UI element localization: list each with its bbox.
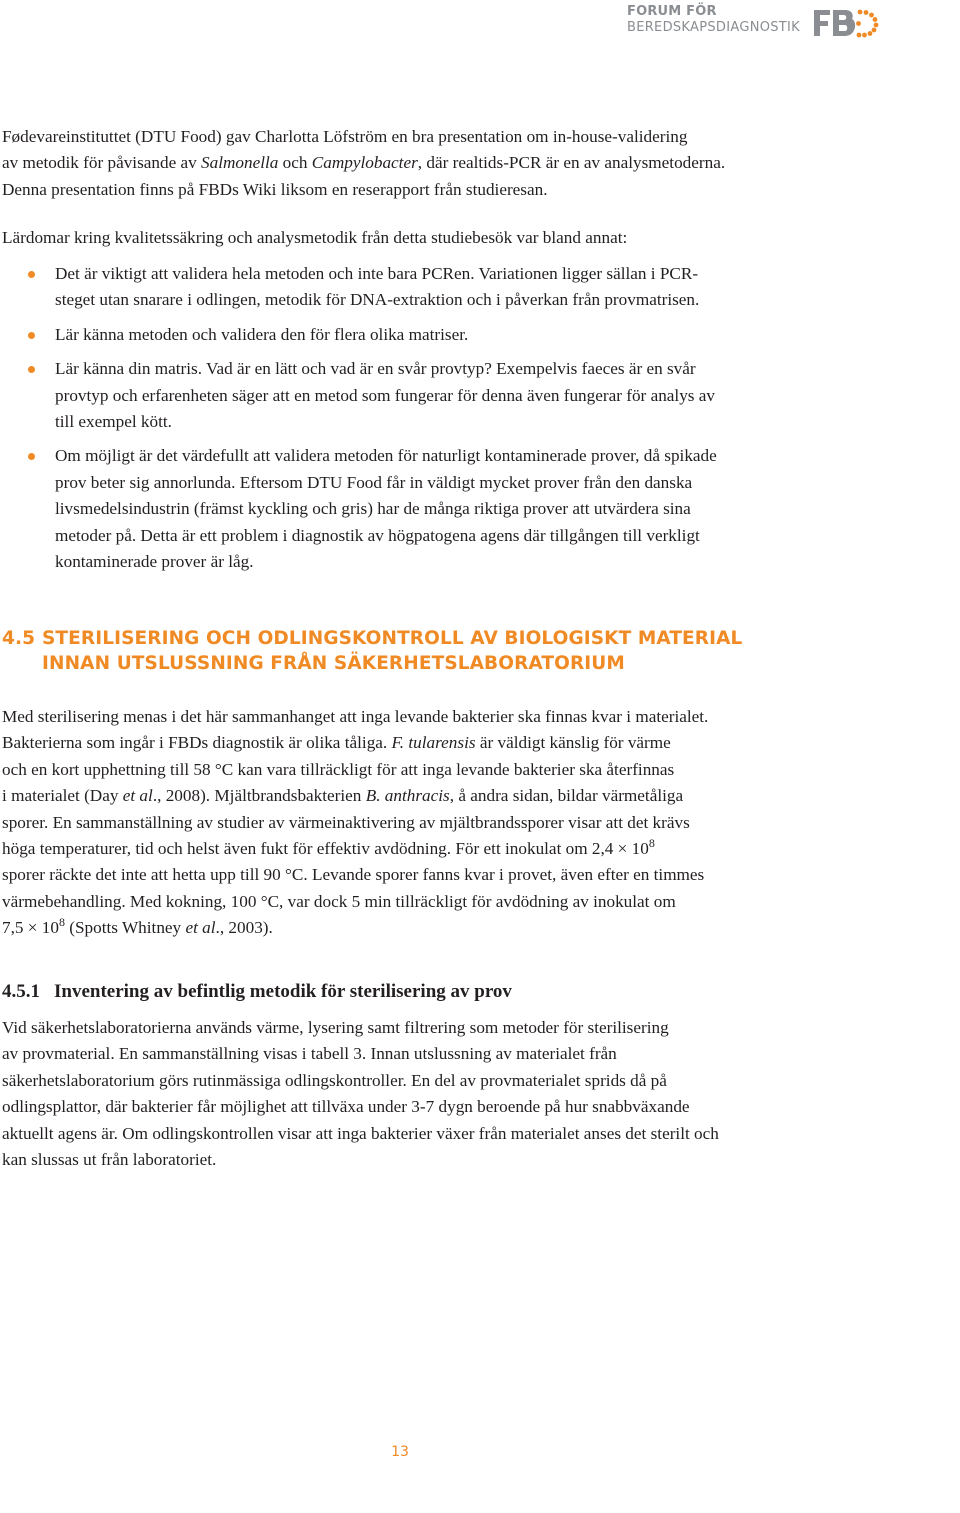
- subsection-title: Inventering av befintlig metodik för sterilisering av prov: [54, 981, 512, 1002]
- lessons-list: [0, 261, 820, 575]
- list-item-line: provtyp och erfarenheten säger att en metod som fungerar för denna även fungerar för analys av: [55, 385, 715, 405]
- brand-name: [627, 4, 800, 36]
- paragraph-line: odlingsplattor, där bakterier får möjlighet att tillväxa under 3-7 dygn beroende på hur snabbväxande: [2, 1097, 690, 1117]
- paragraph-line: värmebehandling. Med kokning, 100 °C, var dock 5 min tillräckligt för avdödning av inokulat om: [2, 891, 676, 911]
- section-paragraph: [2, 704, 822, 942]
- list-item-line: Lär känna din matris. Vad är en lätt och vad är en svår provtyp? Exempelvis faeces är en svår: [55, 359, 696, 379]
- paragraph-line: kan slussas ut från laboratoriet.: [2, 1150, 217, 1170]
- brand-line1: FORUM FÖR: [626, 4, 717, 19]
- paragraph-line: Bakterierna som ingår i FBDs diagnostik är olika tåliga. F. tularensis är väldigt känslig för värme: [2, 733, 671, 753]
- paragraph-line: Med sterilisering menas i det här sammanhanget att inga levande bakterier ska finnas kvar i materialet.: [2, 707, 709, 726]
- intro-line: av metodik för påvisande av Salmonella och Campylobacter, där realtids-PCR är en av analysmetoderna.: [2, 153, 726, 173]
- section-title-line2: INNAN UTSLUSSNING FRÅN SÄKERHETSLABORATORIUM: [42, 653, 625, 674]
- list-item: [0, 443, 820, 575]
- paragraph-line: säkerhetslaboratorium görs rutinmässiga odlingskontroller. En del av provmaterialet sprids då på: [2, 1070, 667, 1090]
- subsection-heading: [2, 978, 512, 1006]
- paragraph-line: sporer. En sammanställning av studier av värmeinaktivering av mjältbrandssporer visar att det krävs: [2, 812, 690, 832]
- list-item-line: Lär känna metoden och validera den för flera olika matriser.: [55, 324, 469, 344]
- list-item-line: prov beter sig annorlunda. Eftersom DTU Food får in väldigt mycket prover från den danska: [55, 472, 693, 492]
- paragraph-line: i materialet (Day et al., 2008). Mjältbrandsbakterien B. anthracis, å andra sidan, bildar värmetåliga: [2, 786, 684, 806]
- paragraph-line: aktuellt agens är. Om odlingskontrollen visar att inga bakterier växer från materialet anses det sterilt och: [2, 1123, 719, 1143]
- lessons-intro: Lärdomar kring kvalitetssäkring och analysmetodik från detta studiebesök var bland annat:: [2, 228, 628, 247]
- header-brand: [626, 2, 960, 42]
- intro-line: Denna presentation finns på FBDs Wiki liksom en reserapport från studieresan.: [2, 179, 548, 199]
- page-number: 13: [391, 1444, 409, 1460]
- list-item: [0, 261, 820, 314]
- intro-line: Fødevareinstituttet (DTU Food) gav Charlotta Löfström en bra presentation om in-house-validering: [2, 127, 688, 146]
- bullet-dot-icon: [28, 453, 35, 460]
- subsection-number: 4.5.1: [2, 981, 40, 1002]
- paragraph-line: Vid säkerhetslaboratorierna används värme, lysering samt filtrering som metoder för sterilisering: [2, 1018, 669, 1037]
- bullet-dot-icon: [28, 366, 35, 373]
- section-heading: [2, 626, 742, 676]
- list-item-line: Om möjligt är det värdefullt att validera metoden för naturligt kontaminerade prover, då spikade: [55, 446, 717, 466]
- list-item-line: steget utan snarare i odlingen, metodik för DNA-extraktion och i påverkan från provmatrisen.: [55, 290, 700, 310]
- brand-line2: BEREDSKAPSDIAGNOSTIK: [626, 20, 800, 35]
- list-item-line: Det är viktigt att validera hela metoden och inte bara PCRen. Variationen ligger sällan i PCR-: [55, 264, 699, 283]
- section-number: 4.5: [2, 628, 36, 649]
- paragraph-line: och en kort upphettning till 58 °C kan vara tillräckligt för att inga levande bakterier ska återfinnas: [2, 759, 675, 779]
- subsection-paragraph: [2, 1015, 822, 1173]
- list-item-line: kontaminerade prover är låg.: [55, 552, 254, 572]
- paragraph-line: höga temperaturer, tid och helst även fukt för effektiv avdödning. För ett inokulat om $2,4 \times 10^8$: [2, 836, 655, 859]
- fbd-logo-icon: [812, 6, 882, 40]
- list-item-line: livsmedelsindustrin (främst kyckling och gris) har de många riktiga prover att utvärdera sina: [55, 499, 691, 519]
- bullet-dot-icon: [28, 271, 35, 278]
- bullet-dot-icon: [28, 332, 35, 339]
- list-item: [0, 322, 820, 348]
- list-item: [0, 356, 820, 435]
- intro-paragraph: [2, 124, 802, 203]
- list-item-line: metoder på. Detta är ett problem i diagnostik av högpatogena agens där tillgången till verkligt: [55, 525, 700, 545]
- paragraph-line: sporer räckte det inte att hetta upp till 90 °C. Levande sporer fanns kvar i provet, även efter en timmes: [2, 865, 705, 885]
- section-title-line1: STERILISERING OCH ODLINGSKONTROLL AV BIOLOGISKT MATERIAL: [42, 628, 743, 649]
- list-item-line: till exempel kött.: [55, 412, 172, 432]
- paragraph-line: $7,5 \times 10^8$ (Spotts Whitney et al., 2003).: [2, 915, 273, 938]
- paragraph-line: av provmaterial. En sammanställning visas i tabell 3. Innan utslussning av materialet från: [2, 1044, 617, 1064]
